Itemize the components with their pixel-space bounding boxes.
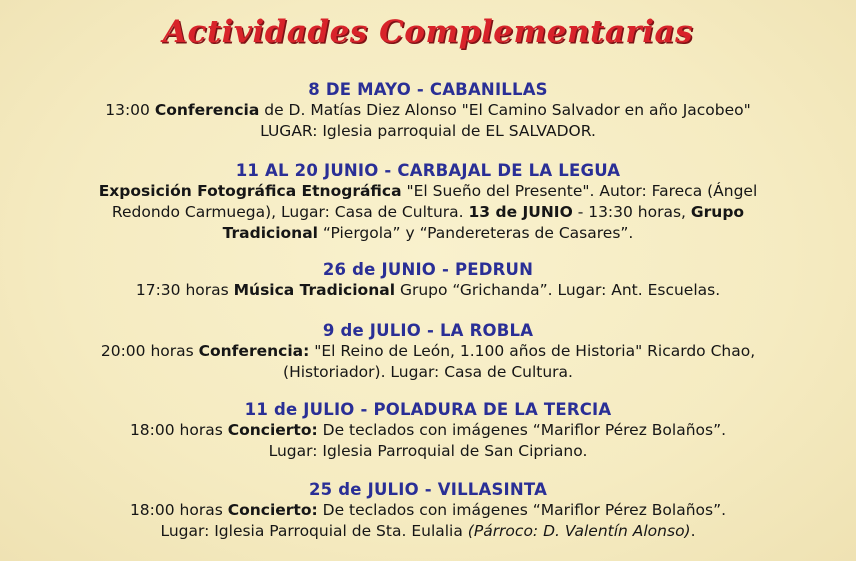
event-type: Conferencia (154, 101, 260, 119)
event-time: 17:30 horas (135, 281, 234, 299)
event-type: Grupo (690, 203, 745, 221)
event-time: 18:00 horas (129, 421, 228, 439)
event-line (0, 181, 856, 202)
event-heading: 9 de JULIO - LA ROBLA (322, 321, 534, 340)
event-la-robla (0, 321, 856, 383)
page-title: Actividades Complementarias (162, 14, 694, 50)
event-heading: 25 de JULIO - VILLASINTA (308, 480, 548, 499)
event-heading: 11 AL 20 JUNIO - CARBAJAL DE LA LEGUA (235, 161, 621, 180)
event-type: Exposición Fotográfica Etnográfica (98, 182, 402, 200)
event-time: 20:00 horas (100, 342, 199, 360)
event-location: Lugar: Iglesia Parroquial de San Cipriano. (268, 442, 588, 460)
event-note: (Párroco: D. Valentín Alonso) (467, 522, 691, 540)
event-description: “Piergola” y “Pandereteras de Casares”. (317, 224, 634, 242)
event-type: Conferencia: (198, 342, 310, 360)
event-line (0, 223, 856, 244)
event-carbajal (0, 161, 856, 244)
event-location: LUGAR: Iglesia parroquial de EL SALVADOR. (260, 122, 596, 140)
event-cabanillas (0, 80, 856, 142)
event-heading: 8 DE MAYO - CABANILLAS (308, 80, 548, 99)
event-line (0, 500, 856, 521)
event-line (0, 341, 856, 362)
event-pedrun (0, 260, 856, 301)
event-description: De teclados con imágenes “Mariflor Pérez Bolaños”. (317, 421, 727, 439)
event-time: 18:00 horas (129, 501, 228, 519)
event-line (0, 100, 856, 121)
event-location: Lugar: Iglesia Parroquial de Sta. Eulalia (160, 522, 468, 540)
event-description: de D. Matías Diez Alonso "El Camino Salvador en año Jacobeo" (259, 101, 751, 119)
event-description: "El Reino de León, 1.100 años de Historia" Ricardo Chao, (309, 342, 756, 360)
event-type: Concierto: (227, 501, 318, 519)
event-description: De teclados con imágenes “Mariflor Pérez Bolaños”. (317, 501, 727, 519)
event-villasinta (0, 480, 856, 542)
event-line (0, 202, 856, 223)
event-type: Concierto: (227, 421, 318, 439)
event-description: Grupo “Grichanda”. Lugar: Ant. Escuelas. (395, 281, 721, 299)
event-location: (Historiador). Lugar: Casa de Cultura. (283, 363, 573, 381)
event-line (0, 280, 856, 301)
event-description: "El Sueño del Presente". Autor: Fareca (Ángel (401, 182, 758, 200)
event-time: - 13:30 horas, (572, 203, 691, 221)
event-line (0, 420, 856, 441)
event-heading: 26 de JUNIO - PEDRUN (322, 260, 534, 279)
event-date: 13 de JUNIO (468, 203, 573, 221)
event-type: Música Tradicional (233, 281, 396, 299)
event-punctuation: . (690, 522, 696, 540)
event-line (0, 521, 856, 542)
event-heading: 11 de JULIO - POLADURA DE LA TERCIA (244, 400, 612, 419)
event-type: Tradicional (222, 224, 318, 242)
event-time: 13:00 (105, 101, 155, 119)
event-description: Redondo Carmuega), Lugar: Casa de Cultura. (111, 203, 469, 221)
event-poladura (0, 400, 856, 462)
